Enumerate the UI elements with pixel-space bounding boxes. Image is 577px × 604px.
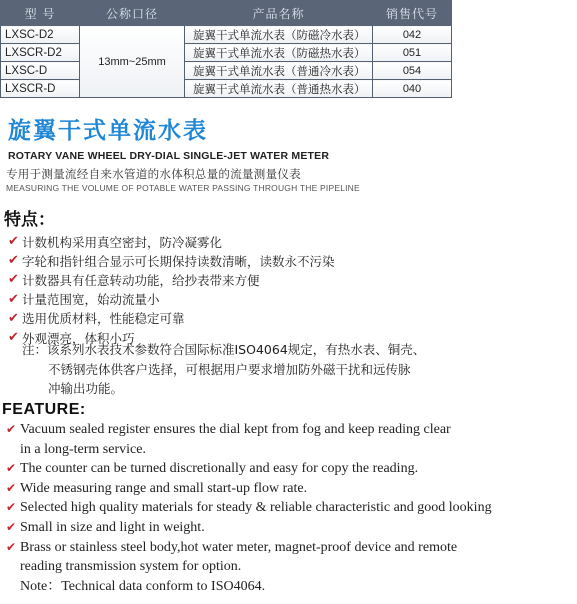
- feature-text: 计量范围宽，始动流量小: [22, 292, 160, 308]
- model-cell: LXSCR-D: [1, 80, 80, 98]
- list-item: [8, 232, 335, 251]
- feature-text: Brass or stainless steel body,hot water meter, magnet-proof device and remote: [20, 539, 458, 555]
- table-row: [1, 62, 452, 80]
- table-row: [1, 80, 452, 98]
- feature-text: The counter can be turned discretionally and easy for copy the reading.: [20, 461, 419, 477]
- check-icon: ✔: [8, 330, 19, 346]
- code-cell: 051: [373, 44, 452, 62]
- check-icon: ✔: [6, 539, 17, 554]
- features-heading-en: FEATURE:: [2, 401, 86, 418]
- feature-text: 字轮和指针组合显示可长期保持读数清晰，读数永不污染: [22, 253, 335, 269]
- name-cell: 旋翼干式单流水表（普通热水表）: [185, 80, 373, 98]
- check-icon: ✔: [8, 310, 19, 326]
- check-icon: ✔: [6, 519, 17, 534]
- caliber-cell: 13mm~25mm: [80, 26, 185, 98]
- check-icon: ✔: [6, 480, 17, 495]
- model-cell: LXSC-D2: [1, 26, 80, 44]
- name-cell: 旋翼干式单流水表（普通冷水表）: [185, 62, 373, 80]
- product-title-en: ROTARY VANE WHEEL DRY-DIAL SINGLE-JET WATER METER: [8, 150, 330, 162]
- list-item: [8, 309, 335, 328]
- list-item: [6, 498, 492, 518]
- check-icon: ✔: [8, 272, 19, 288]
- feature-text: Small in size and light in weight.: [20, 519, 205, 535]
- code-cell: 040: [373, 80, 452, 98]
- check-icon: ✔: [6, 500, 17, 515]
- table-row: [1, 26, 452, 44]
- feature-text-cont: reading transmission system for option.: [20, 559, 242, 575]
- model-cell: LXSCR-D2: [1, 44, 80, 62]
- check-icon: ✔: [8, 291, 19, 307]
- feature-text: 选用优质材料，性能稳定可靠: [22, 311, 185, 327]
- feature-text-cont: in a long-term service.: [20, 441, 146, 457]
- check-icon: ✔: [8, 253, 19, 269]
- features-list-en: [6, 420, 492, 596]
- table-row: [1, 44, 452, 62]
- feature-text: 计数机构采用真空密封，防冷凝雾化: [22, 234, 223, 250]
- list-item: [6, 459, 492, 479]
- list-item: [8, 270, 335, 289]
- note-cn-line: 注：该系列水表技术参数符合国际标准ISO4064规定，有热水表、铜壳、: [22, 342, 426, 357]
- header-sales-code: 销售代号: [373, 1, 452, 26]
- note-cn-line: 冲输出功能。: [48, 381, 124, 396]
- list-item: [6, 479, 492, 499]
- check-icon: ✔: [6, 422, 17, 436]
- spec-table: [0, 0, 452, 97]
- product-title-cn: 旋翼干式单流水表: [8, 118, 208, 144]
- features-list-cn: [8, 232, 335, 347]
- list-item: [8, 251, 335, 270]
- product-description-en: MEASURING THE VOLUME OF POTABLE WATER PASSING THROUGH THE PIPELINE: [6, 183, 360, 193]
- list-item: [6, 518, 492, 538]
- header-caliber: 公称口径: [80, 1, 185, 26]
- list-item: [6, 538, 492, 577]
- code-cell: 054: [373, 62, 452, 80]
- feature-text: Vacuum sealed register ensures the dial kept from fog and keep reading clear: [20, 422, 451, 437]
- note-en: Note：Technical data conform to ISO4064.: [20, 578, 266, 594]
- product-description-cn: 专用于测量流经自来水管道的水体积总量的流量测量仪表: [6, 167, 301, 181]
- list-item: [8, 290, 335, 309]
- list-item: [6, 420, 492, 459]
- note-cn: [22, 340, 425, 399]
- header-model: 型 号: [1, 1, 80, 26]
- name-cell: 旋翼干式单流水表（防磁冷水表）: [185, 26, 373, 44]
- features-heading-cn: 特点：: [4, 210, 55, 230]
- check-icon: ✔: [8, 234, 19, 250]
- code-cell: 042: [373, 26, 452, 44]
- model-cell: LXSC-D: [1, 62, 80, 80]
- note-cn-line: 不锈钢壳体供客户选择，可根据用户要求增加防外磁干扰和远传脉: [48, 361, 411, 377]
- name-cell: 旋翼干式单流水表（防磁热水表）: [185, 44, 373, 62]
- feature-text: Wide measuring range and small start-up flow rate.: [20, 480, 308, 496]
- feature-text: Selected high quality materials for steady & reliable characteristic and good looking: [20, 500, 492, 516]
- check-icon: ✔: [6, 461, 17, 476]
- header-product-name: 产品名称: [185, 1, 373, 26]
- feature-text: 计数器具有任意转动功能，给抄表带来方便: [22, 272, 260, 288]
- feature-text: 外观漂亮，体积小巧: [22, 330, 135, 346]
